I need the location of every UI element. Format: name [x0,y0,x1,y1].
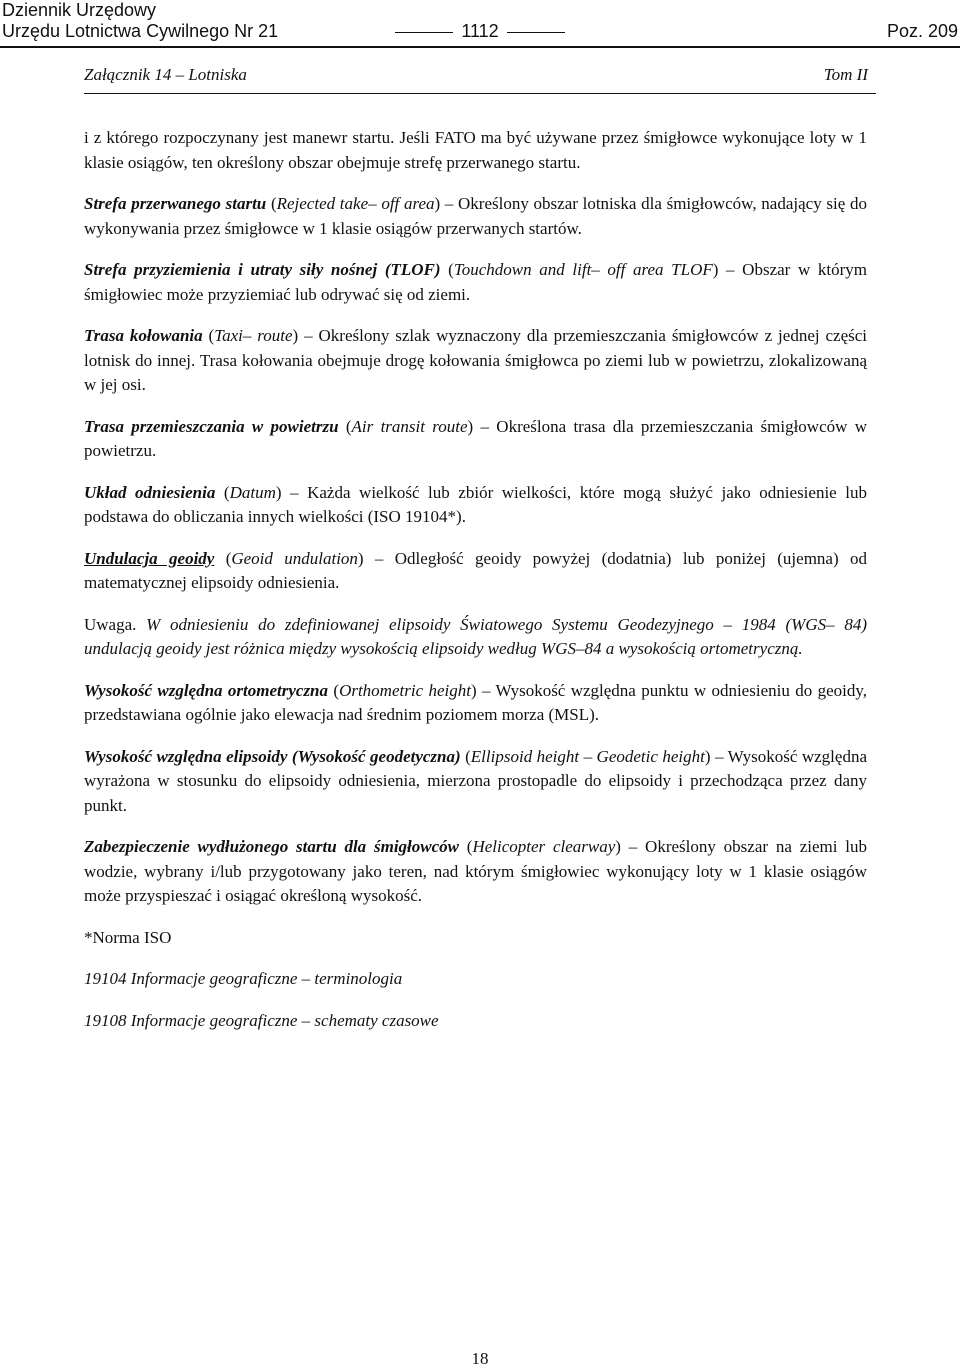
note-paragraph [84,613,867,662]
definition-term: Trasa kołowania [84,326,203,345]
definition-text: ) – Określony obszar na ziemi lub wodzie, wybrany i/lub przygotowany jako teren, nad którym śmigłowiec wykonujący loty w 1 klasie osiągów może przyspieszać i osiągać określoną wysokość. [84,837,867,905]
definition-text: ) – Określona trasa dla przemieszczania śmigłowców w powietrzu. [84,416,867,460]
definition-text: ) – Określony obszar lotniska dla śmigłowców, nadający się do wykonywania przez śmigłowce w 1 klasie osiągów przerwanych startów. [84,194,867,238]
definition-english: Helicopter clearway [472,837,616,856]
definition-term: Wysokość względna ortometryczna [84,680,329,700]
gazette-page-number: 1112 [461,21,499,41]
definition-tlof [84,258,867,307]
definition-taxi-route [84,324,867,398]
definition-open: ( [266,194,277,213]
gazette-title-line1: Dziennik Urzędowy [2,0,157,20]
note-label: Uwaga. [84,614,137,634]
document-body [84,126,867,1050]
definition-english: Air transit route [351,416,468,436]
definition-helicopter-clearway [84,835,867,909]
definition-english: Datum [229,482,276,502]
gazette-header [0,0,960,48]
definition-english: Touchdown and lift– off area TLOF [453,260,713,279]
dash-left [395,32,453,33]
document-header [84,64,876,86]
definition-english: Ellipsoid height – Geodetic height [470,746,705,766]
definition-text: ) – Określony szlak wyznaczony dla przemieszczania śmigłowców z jednej części lotnisk do innej. Trasa kołowania obejmuje drogę kołowania śmigłowca po ziemi lub w powietrzu, zlokalizowaną w jej osi. [84,326,868,394]
definition-text: ) – Odległość geoidy powyżej (dodatnia) lub poniżej (ujemna) od matematycznej elipsoidy odniesienia. [84,548,867,592]
iso-reference-19104: 19104 Informacje geograficzne – terminologia [84,969,403,988]
definition-ellipsoid-height [84,745,867,819]
definition-term: Trasa przemieszczania w powietrzu [84,416,339,436]
definition-text: ) – Każda wielkość lub zbiór wielkości, które mogą służyć jako odniesienie lub podstawa do obliczania innych wielkości (ISO 19104*). [84,482,867,526]
document-header-left: Załącznik 14 – Lotniska [84,65,247,84]
definition-text: ) – Obszar w którym śmigłowiec może przyziemiać lub odrywać się od ziemi. [84,260,867,304]
iso-reference-19108: 19108 Informacje geograficzne – schematy czasowe [84,1010,439,1030]
paragraph-continuation: i z którego rozpoczynany jest manewr startu. Jeśli FATO ma być używane przez śmigłowce wykonujące loty w 1 klasie osiągów, ten określony obszar obejmuje strefę przerwanego startu. [84,128,867,172]
gazette-position: Poz. 209 [886,21,958,41]
definition-english: Taxi– route [214,326,293,345]
definition-english: Rejected take– off area [276,194,435,213]
definition-term: Układ odniesienia [84,482,216,502]
gazette-page [0,21,960,42]
gazette-title-line2: Urzędu Lotnictwa Cywilnego Nr 21 [2,21,279,41]
definition-term: Strefa przyziemienia i utraty siły nośnej (TLOF) [84,260,441,279]
definition-air-transit-route [84,415,867,464]
definition-text: ) – Wysokość względna punktu w odniesieniu do geoidy, przedstawiana ogólnie jako elewacja nad średnim poziomem morza (MSL). [84,680,867,724]
definition-open: ( [328,680,340,700]
definition-geoid-undulation [84,547,867,596]
definition-open: ( [338,416,352,436]
definition-datum [84,481,867,530]
document-header-rule [84,93,876,94]
definition-english: Geoid undulation [231,548,358,568]
definition-open: ( [214,548,232,568]
gazette-header-rule [0,46,960,48]
definition-term: Undulacja geoidy [84,548,215,568]
document-header-right: Tom II [823,65,868,84]
definition-open: ( [459,837,473,856]
page-number: 18 [471,1349,489,1368]
definition-open: ( [460,746,471,766]
definition-term: Zabezpieczenie wydłużonego startu dla śmigłowców [84,837,459,856]
definition-open: ( [440,260,454,279]
definition-open: ( [202,326,215,345]
definition-open: ( [215,482,230,502]
definition-term: Wysokość względna elipsoidy (Wysokość geodetyczna) [84,746,461,766]
note-text: W odniesieniu do zdefiniowanej elipsoidy Światowego Systemu Geodezyjnego – 1984 (WGS– 84) undulacją geoidy jest różnica między wysokością elipsoidy według WGS–84 a wysokością ortometryczną. [84,614,867,658]
dash-right [507,32,565,33]
iso-heading: *Norma ISO [84,927,172,947]
definition-english: Orthometric height [339,680,471,700]
definition-orthometric-height [84,679,867,728]
definition-text: ) – Wysokość względna wyrażona w stosunku do elipsoidy odniesienia, mierzona prostopadle do elipsoidy i przechodząca przez dany punkt. [84,746,867,815]
definition-term: Strefa przerwanego startu [84,194,267,213]
definition-rejected-takeoff-area [84,192,867,241]
